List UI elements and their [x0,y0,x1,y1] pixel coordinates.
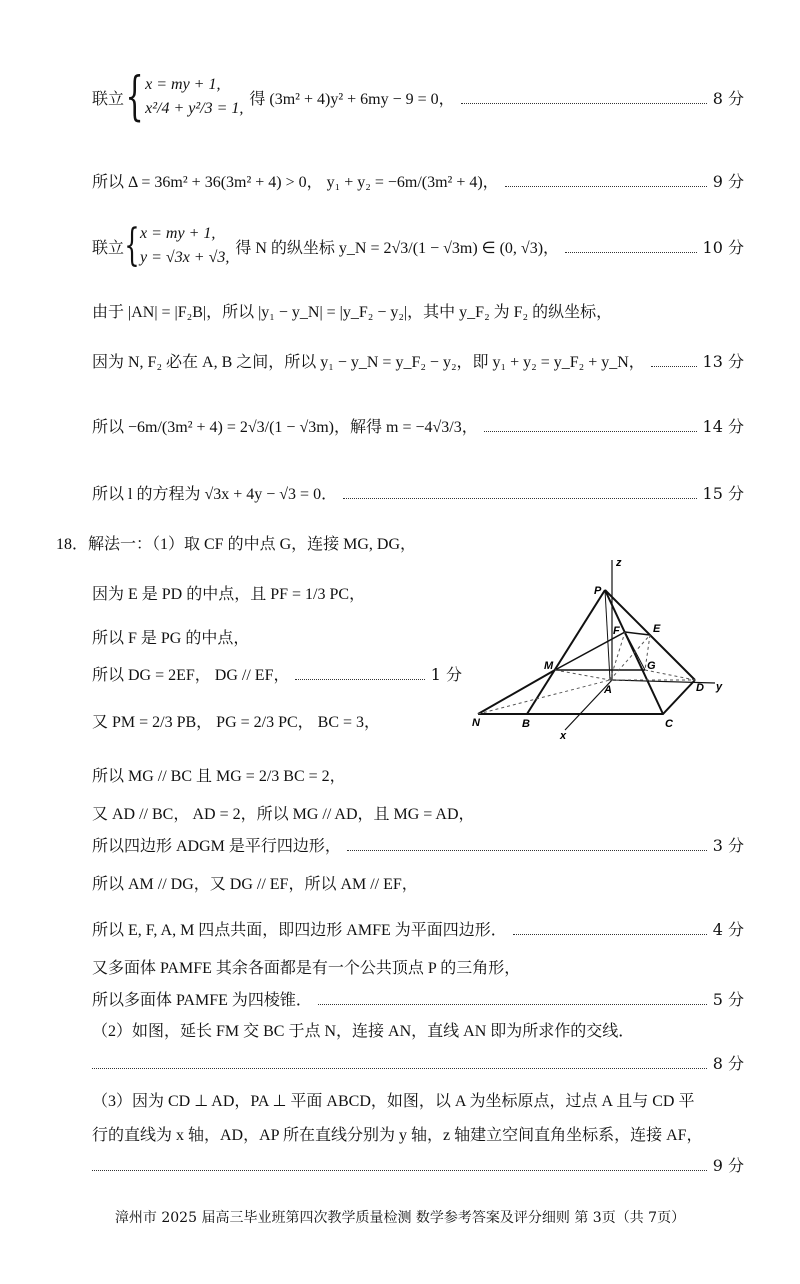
score: 13 分 [702,351,744,371]
label-B: B [522,718,530,730]
line-2 [92,160,744,200]
dot-leader [343,498,696,499]
dot-leader [651,366,697,367]
line-text: 所以多面体 PAMFE 为四棱锥． [92,991,312,1009]
line-text: 因为 E 是 PD 的中点，且 PF = 1/3 PC， [92,585,366,603]
line-text: 又 PM = 2/3 PB， PG = 2/3 PC， BC = 3， [92,713,381,731]
line-text: 由于 |AN| = |F₂B|，所以 |y₁ − y_N| = |y_F₂ − y₂|，其中 y_F₂ 为 F₂ 的纵坐标， [92,303,613,321]
edge-F-G [625,632,645,670]
line-label: 联立 [92,237,125,257]
score: 8 分 [712,88,744,108]
label-C: C [665,718,673,730]
q18-line-f [92,798,744,826]
dot-leader [92,1170,707,1171]
line-text: 因为 N, F₂ 必在 A, B 之间，所以 y₁ − y_N = y_F₂ − y₂，即 y₁ + y₂ = y_F₂ + y_N， [92,353,645,371]
line-text: 又多面体 PAMFE 其余各面都是有一个公共顶点 P 的三角形， [92,959,521,977]
q18-part3-score-line [92,1150,744,1178]
system-eq-2: y = √3x + √3, [140,249,230,266]
q18-line-e [92,756,472,792]
system-eq-2: x²/4 + y²/3 = 1, [145,100,244,117]
line-text: （2）如图，延长 FM 交 BC 于点 N，连接 AN，直线 AN 即为所求作的交线． [92,1022,635,1040]
line-label: 联立 [92,88,125,108]
dot-leader [92,1068,707,1069]
label-D: D [696,682,704,694]
label-N: N [472,717,480,729]
line-text: 所以 MG // BC 且 MG = 2/3 BC = 2， [92,767,346,785]
label-y: y [716,681,723,693]
left-brace-icon: { [125,67,144,127]
line-text: 得 N 的纵坐标 y_N = 2√3/(1 − √3m) ∈ (0, √3)， [235,239,560,257]
q18-part3-a [92,1085,752,1113]
label-A: A [604,684,612,696]
system-eq-1: x = my + 1, [140,225,216,242]
score: 8 分 [712,1053,744,1073]
line-text: 所以 AM // DG，又 DG // EF，所以 AM // EF， [92,875,418,893]
line-system-1 [92,62,744,132]
q18-part2-score-line [92,1048,744,1076]
dash-M-A [555,670,610,680]
score: 10 分 [702,237,744,257]
q18-part2 [92,1015,744,1043]
line-text: 行的直线为 x 轴，AD，AP 所在直线分别为 y 轴，z 轴建立空间直角坐标系，连接 AF， [92,1126,703,1144]
line-text: 所以 l 的方程为 √3x + 4y − √3 = 0． [92,485,338,503]
score: 1 分 [430,664,462,684]
page-footer: 漳州市 2025 届高三毕业班第四次教学质量检测 数学参考答案及评分细则 第 3页（共 7页） [114,1210,686,1226]
q18-line-a [92,574,452,610]
line-text: 所以四边形 ADGM 是平行四边形， [92,837,341,855]
dot-leader [295,679,424,680]
label-E: E [653,623,661,635]
label-F: F [613,625,620,637]
line-text: 18．解法一：（1）取 CF 的中点 G，连接 MG, DG， [56,535,417,553]
dot-leader [505,186,707,187]
dot-leader [565,252,697,253]
label-z: z [616,557,622,569]
line-text: 得 (3m² + 4)y² + 6my − 9 = 0， [249,90,455,108]
q18-line-g [92,830,744,858]
q18-line-h [92,868,744,896]
dot-leader [484,431,697,432]
score: 9 分 [712,171,744,191]
q18-line-b [92,622,452,650]
line-6 [92,404,744,446]
line-7 [92,478,744,506]
line-text: 所以 Δ = 36m² + 36(3m² + 4) > 0， y₁ + y₂ = −6m/(3m² + 4)， [92,173,499,191]
edge-P-A [605,590,610,680]
edge-P-C [605,590,663,714]
line-text: 所以 −6m/(3m² + 4) = 2√3/(1 − √3m)，解得 m = −4√3/3， [92,418,478,436]
line-text: 又 AD // BC， AD = 2，所以 MG // AD，且 MG = AD， [92,805,475,823]
dot-leader [347,850,707,851]
q18-line-i [92,914,744,942]
equation-system [140,225,229,267]
label-M: M [544,660,554,672]
line-text: 所以 E, F, A, M 四点共面，即四边形 AMFE 为平面四边形． [92,921,507,939]
dot-leader [318,1004,707,1005]
edge-P-B [527,590,605,714]
score: 3 分 [712,835,744,855]
line-5 [92,346,744,374]
score: 9 分 [712,1155,744,1175]
q18-line-j [92,952,744,980]
score: 14 分 [702,416,744,436]
pyramid-figure [470,552,740,742]
dot-leader [461,103,707,104]
q18-line-k [92,984,744,1012]
line-4 [92,296,744,324]
edge-N-M [478,670,555,714]
equation-system [145,76,243,118]
score: 15 分 [702,483,744,503]
q18-line-d [92,702,472,738]
dot-leader [513,934,707,935]
q18-line-c [92,659,462,687]
left-brace-icon: { [124,220,140,271]
label-x: x [560,730,567,742]
score: 5 分 [712,989,744,1009]
line-text: 所以 F 是 PG 的中点， [92,629,250,647]
score: 4 分 [712,919,744,939]
base-outline [478,680,695,714]
label-G: G [647,660,656,672]
q18-part3-b [92,1119,752,1147]
line-text: （3）因为 CD ⊥ AD，PA ⊥ 平面 ABCD，如图，以 A 为坐标原点，过点 A 且与 CD 平 [92,1092,695,1110]
system-eq-1: x = my + 1, [145,76,221,93]
line-text: 所以 DG = 2EF， DG // EF， [92,666,290,684]
label-P: P [594,585,602,597]
line-system-3 [92,218,744,274]
